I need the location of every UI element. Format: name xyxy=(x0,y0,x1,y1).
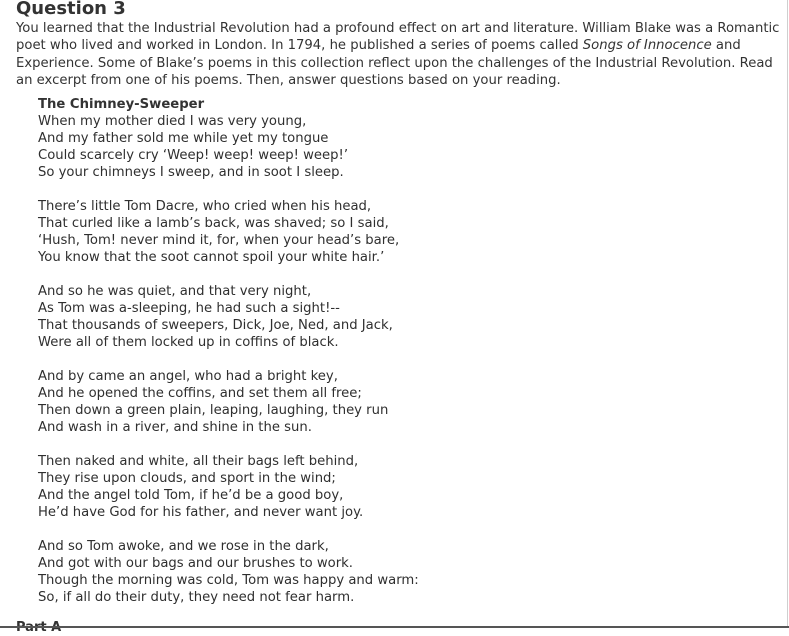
poem-line: ‘Hush, Tom! never mind it, for, when your head’s bare, xyxy=(38,233,400,248)
poem-line: You know that the soot cannot spoil your white hair.’ xyxy=(38,250,385,265)
poem-stanza xyxy=(38,198,458,266)
intro-text-end: and Experience. Some of Blake’s poems in this collection reflect upon the challenges of the Industrial Revolution. Read an excerpt from one of his poems. Then, answer questions based on your reading. xyxy=(16,38,773,89)
poem-stanza xyxy=(38,538,458,606)
poem-excerpt xyxy=(38,96,458,623)
poem-line: And so he was quiet, and that very night, xyxy=(38,284,312,299)
poem-stanza xyxy=(38,368,458,436)
poem-line: They rise upon clouds, and sport in the wind; xyxy=(38,471,336,486)
poem-line: And my father sold me while yet my tongue xyxy=(38,131,329,146)
question-intro xyxy=(16,20,784,90)
poem-line: So your chimneys I sweep, and in soot I sleep. xyxy=(38,165,344,180)
poem-line: And the angel told Tom, if he’d be a good boy, xyxy=(38,488,344,503)
question-heading: Question 3 xyxy=(16,0,126,19)
poem-line: And by came an angel, who had a bright key, xyxy=(38,369,338,384)
poem-line: As Tom was a-sleeping, he had such a sight!-- xyxy=(38,301,340,316)
poem-stanza xyxy=(38,283,458,351)
poem-line: Were all of them locked up in coffins of black. xyxy=(38,335,339,350)
intro-book-title: Songs of Innocence xyxy=(582,38,712,54)
poem-line: Could scarcely cry ‘Weep! weep! weep! weep!’ xyxy=(38,148,349,163)
intro-text-start: You learned that the Industrial Revolution had a profound effect on art and literature. William Blake was a Romantic poet who lived and worked in London. In 1794, he published a series of poems called xyxy=(16,21,780,54)
poem-line: Though the morning was cold, Tom was happy and warm: xyxy=(38,573,419,588)
poem-line: That curled like a lamb’s back, was shaved; so I said, xyxy=(38,216,389,231)
poem-title: The Chimney-Sweeper xyxy=(38,97,205,112)
poem-line: And he opened the coffins, and set them all free; xyxy=(38,386,362,401)
poem-line: That thousands of sweepers, Dick, Joe, Ned, and Jack, xyxy=(38,318,393,333)
poem-stanza xyxy=(38,113,458,181)
poem-line: When my mother died I was very young, xyxy=(38,114,307,129)
poem-line: So, if all do their duty, they need not fear harm. xyxy=(38,590,355,605)
poem-line: There’s little Tom Dacre, who cried when his head, xyxy=(38,199,372,214)
poem-line: Then down a green plain, leaping, laughing, they run xyxy=(38,403,389,418)
poem-stanza xyxy=(38,453,458,521)
poem-line: Then naked and white, all their bags left behind, xyxy=(38,454,359,469)
poem-line: And so Tom awoke, and we rose in the dark, xyxy=(38,539,329,554)
poem-line: And got with our bags and our brushes to work. xyxy=(38,556,353,571)
poem-line: He’d have God for his father, and never want joy. xyxy=(38,505,364,520)
poem-line: And wash in a river, and shine in the sun. xyxy=(38,420,312,435)
